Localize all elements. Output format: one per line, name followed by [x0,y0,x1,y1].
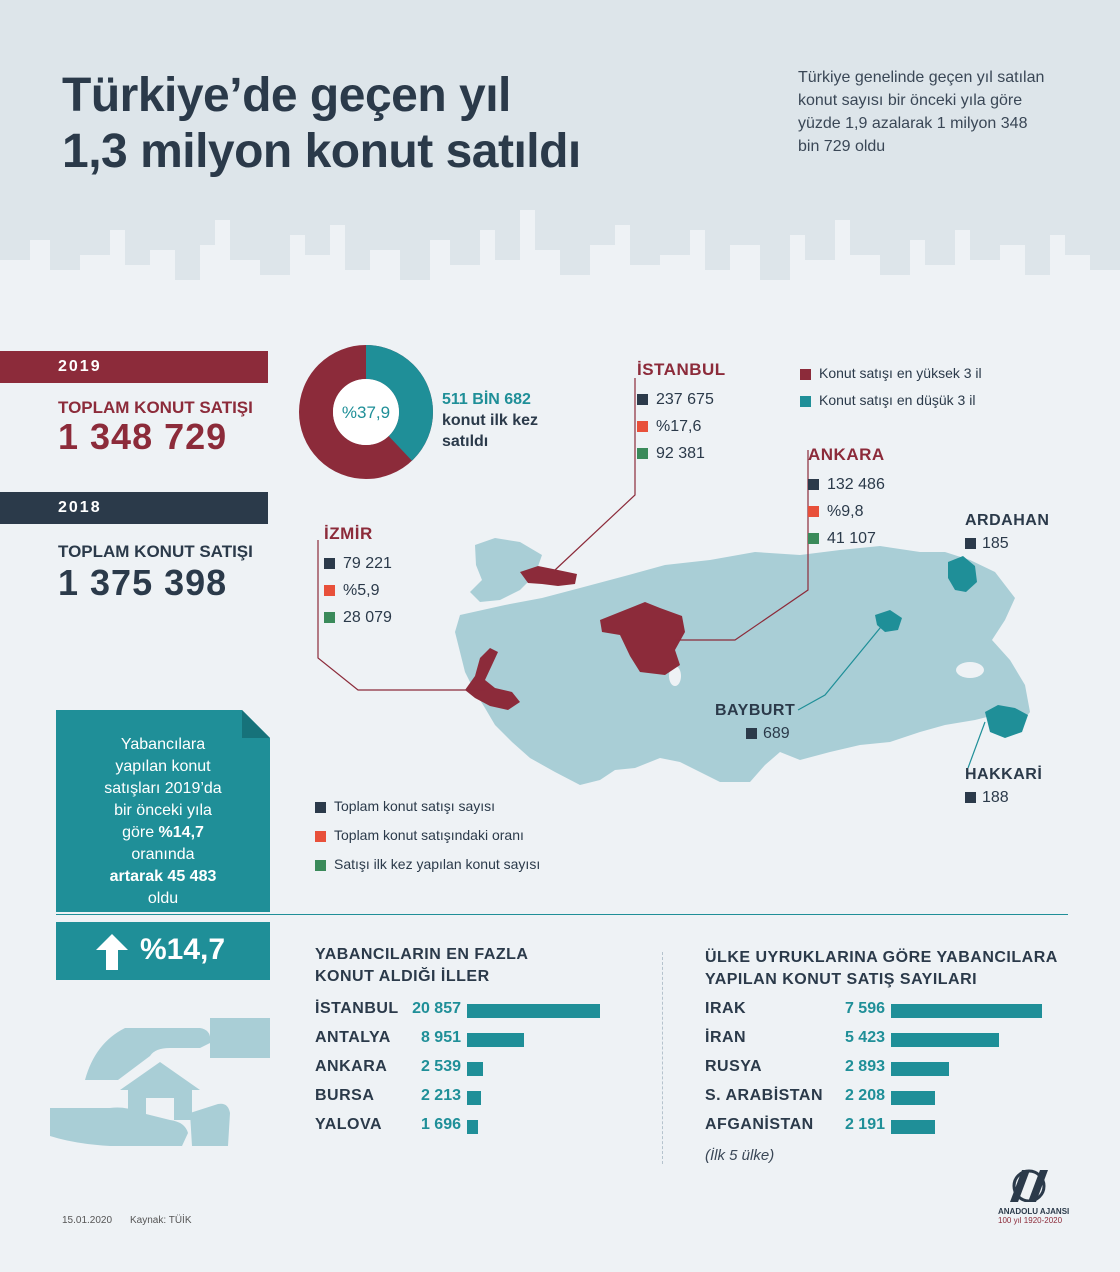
bar-1 [891,1033,999,1047]
bar-0 [891,1004,1042,1018]
izmir-name: İZMİR [324,524,373,543]
foreign-growth-box [56,922,270,980]
bar-2 [467,1062,483,1076]
istanbul-first-swatch [637,448,648,459]
izmir-total [324,550,392,577]
chart1-bars [315,1000,655,1150]
foreign-growth-value: %14,7 [140,933,226,966]
year-2019-bar: 2019 [0,351,268,383]
callout-izmir [324,524,392,631]
foreign-line-4: bir önceki yıla [114,802,212,819]
ankara-name: ANKARA [808,445,885,464]
year-2018-bar: 2018 [0,492,268,524]
bayburt-swatch [746,728,757,739]
column-divider [662,952,663,1164]
city-skyline [0,200,1120,340]
legend-share-label: Toplam konut satışındaki oranı [334,827,524,843]
chart2-bars [705,1000,1065,1150]
hakkari-total [965,784,1042,811]
map-lake-van [956,662,984,678]
aa-logo-text: ANADOLU AJANSI [998,1207,1070,1216]
bayburt-total-value: 689 [763,725,790,742]
legend-high-label: Konut satışı en yüksek 3 il [819,365,982,381]
bayburt-total [715,720,795,747]
foreign-line-5 [70,822,256,844]
foreign-line-8: oldu [147,890,179,907]
legend-share [315,821,540,850]
total-2018-value: 1 375 398 [58,562,228,603]
izmir-share [324,577,392,604]
istanbul-share-swatch [637,421,648,432]
foreign-line-7: artarak 45 483 [109,868,217,885]
bar-label-3: S. ARABİSTAN [705,1087,823,1104]
ankara-first [808,525,885,552]
callout-istanbul [637,360,726,467]
aa-logo-icon [1006,1168,1052,1202]
chart1-title-line-2: KONUT ALDIĞI İLLER [315,968,490,985]
hakkari-total-value: 188 [982,789,1009,806]
chart2-title-line-1: ÜLKE UYRUKLARINA GÖRE YABANCILARA [705,949,1058,966]
aa-logo [998,1168,1070,1225]
bar-label-4: AFGANİSTAN [705,1116,814,1133]
footer-source: Kaynak: TÜİK [130,1215,192,1226]
istanbul-name: İSTANBUL [637,360,726,379]
donut-headline: 511 BİN 682 [442,391,531,408]
chart1-title-line-1: YABANCILARIN EN FAZLA [315,946,529,963]
foreign-line-3: satışları 2019’da [104,780,222,797]
bar-value-4: 2 191 [844,1116,885,1133]
title-line-1: Türkiye’de geçen yıl [62,69,511,122]
ardahan-swatch [965,538,976,549]
legend-first-label: Satışı ilk kez yapılan konut sayısı [334,856,541,872]
izmir-total-value: 79 221 [343,555,392,572]
ardahan-total-value: 185 [982,535,1009,552]
istanbul-first-value: 92 381 [656,445,705,462]
aa-logo-sub: 100 yıl 1920-2020 [998,1216,1063,1225]
legend-first-swatch [315,860,326,871]
istanbul-total-swatch [637,394,648,405]
foreign-line-5b: %14,7 [158,824,204,841]
chart2-title [705,947,1058,991]
izmir-first [324,604,392,631]
page-title [62,68,581,180]
bar-value-4: 1 696 [420,1116,461,1133]
ankara-first-value: 41 107 [827,530,876,547]
bar-value-3: 2 213 [420,1087,461,1104]
bar-label-0: İSTANBUL [315,1000,399,1017]
bar-3 [467,1091,481,1105]
bar-value-0: 20 857 [412,1000,461,1017]
ankara-total-value: 132 486 [827,476,885,493]
istanbul-total [637,386,726,413]
ardahan-total [965,530,1049,557]
bar-value-0: 7 596 [844,1000,885,1017]
foreign-line-1: Yabancılara [120,736,206,753]
footer-date: 15.01.2020 [62,1215,113,1226]
bar-label-1: ANTALYA [315,1029,391,1046]
chart2-note: (İlk 5 ülke) [705,1147,775,1164]
bar-label-2: ANKARA [315,1058,388,1075]
bar-label-2: RUSYA [705,1058,763,1075]
bar-value-3: 2 208 [844,1087,885,1104]
ankara-share [808,498,885,525]
bar-label-1: İRAN [705,1029,747,1046]
ardahan-name: ARDAHAN [965,512,1050,529]
callout-hakkari [965,766,1042,811]
legend-first [315,850,540,879]
izmir-first-swatch [324,612,335,623]
section-divider [56,914,1068,915]
leader-istanbul [555,378,635,570]
foreign-sales-box [56,710,270,912]
bar-value-1: 5 423 [844,1029,885,1046]
donut-line-3: satıldı [442,433,489,450]
total-2019-label: TOPLAM KONUT SATIŞI [58,398,253,417]
donut-line-2: konut ilk kez [442,412,539,429]
callout-ardahan [965,512,1049,557]
izmir-share-value: %5,9 [343,582,380,599]
bar-value-2: 2 539 [420,1058,461,1075]
legend-low-label: Konut satışı en düşük 3 il [819,392,976,408]
hakkari-name: HAKKARİ [965,766,1043,783]
bar-label-0: IRAK [705,1000,747,1017]
foreign-sales-text [70,734,256,910]
bar-label-3: BURSA [315,1087,375,1104]
intro-text: Türkiye genelinde geçen yıl satılan konut sayısı bir önceki yıla göre yüzde 1,9 azalarak 1 milyon 348 bin 729 oldu [798,69,1045,155]
title-line-2: 1,3 milyon konut satıldı [62,125,581,178]
izmir-total-swatch [324,558,335,569]
legend-total-swatch [315,802,326,813]
ankara-first-swatch [808,533,819,544]
callout-bayburt [715,702,795,747]
arrow-up-icon [96,934,128,970]
donut-percent-label: %37,9 [341,403,391,422]
hakkari-swatch [965,792,976,803]
callout-ankara [808,445,885,552]
izmir-share-swatch [324,585,335,596]
leader-hakkari [968,722,985,768]
foreign-line-6: oranında [131,846,195,863]
legend-share-swatch [315,831,326,842]
chart1-title [315,944,528,988]
istanbul-share-value: %17,6 [656,418,702,435]
bar-4 [467,1120,478,1134]
legend-total-label: Toplam konut satışı sayısı [334,798,496,814]
metric-legend [315,792,540,879]
legend-total [315,792,540,821]
bar-3 [891,1091,935,1105]
chart2-title-line-2: YAPILAN KONUT SATIŞ SAYILARI [705,971,978,988]
izmir-first-value: 28 079 [343,609,392,626]
total-2019-value: 1 348 729 [58,416,228,457]
bar-value-1: 8 951 [420,1029,461,1046]
foreign-line-5a: göre [122,824,159,841]
bar-1 [467,1033,524,1047]
ankara-share-value: %9,8 [827,503,864,520]
bar-4 [891,1120,935,1134]
ankara-total-swatch [808,479,819,490]
bar-2 [891,1062,949,1076]
istanbul-first [637,440,726,467]
ankara-share-swatch [808,506,819,517]
bar-label-4: YALOVA [315,1116,383,1133]
house-in-hands-icon [50,1018,270,1148]
istanbul-total-value: 237 675 [656,391,714,408]
total-2018-label: TOPLAM KONUT SATIŞI [58,542,253,561]
ankara-total [808,471,885,498]
foreign-line-2: yapılan konut [115,758,211,775]
istanbul-share [637,413,726,440]
bar-value-2: 2 893 [844,1058,885,1075]
bayburt-name: BAYBURT [715,702,796,719]
bar-0 [467,1004,600,1018]
